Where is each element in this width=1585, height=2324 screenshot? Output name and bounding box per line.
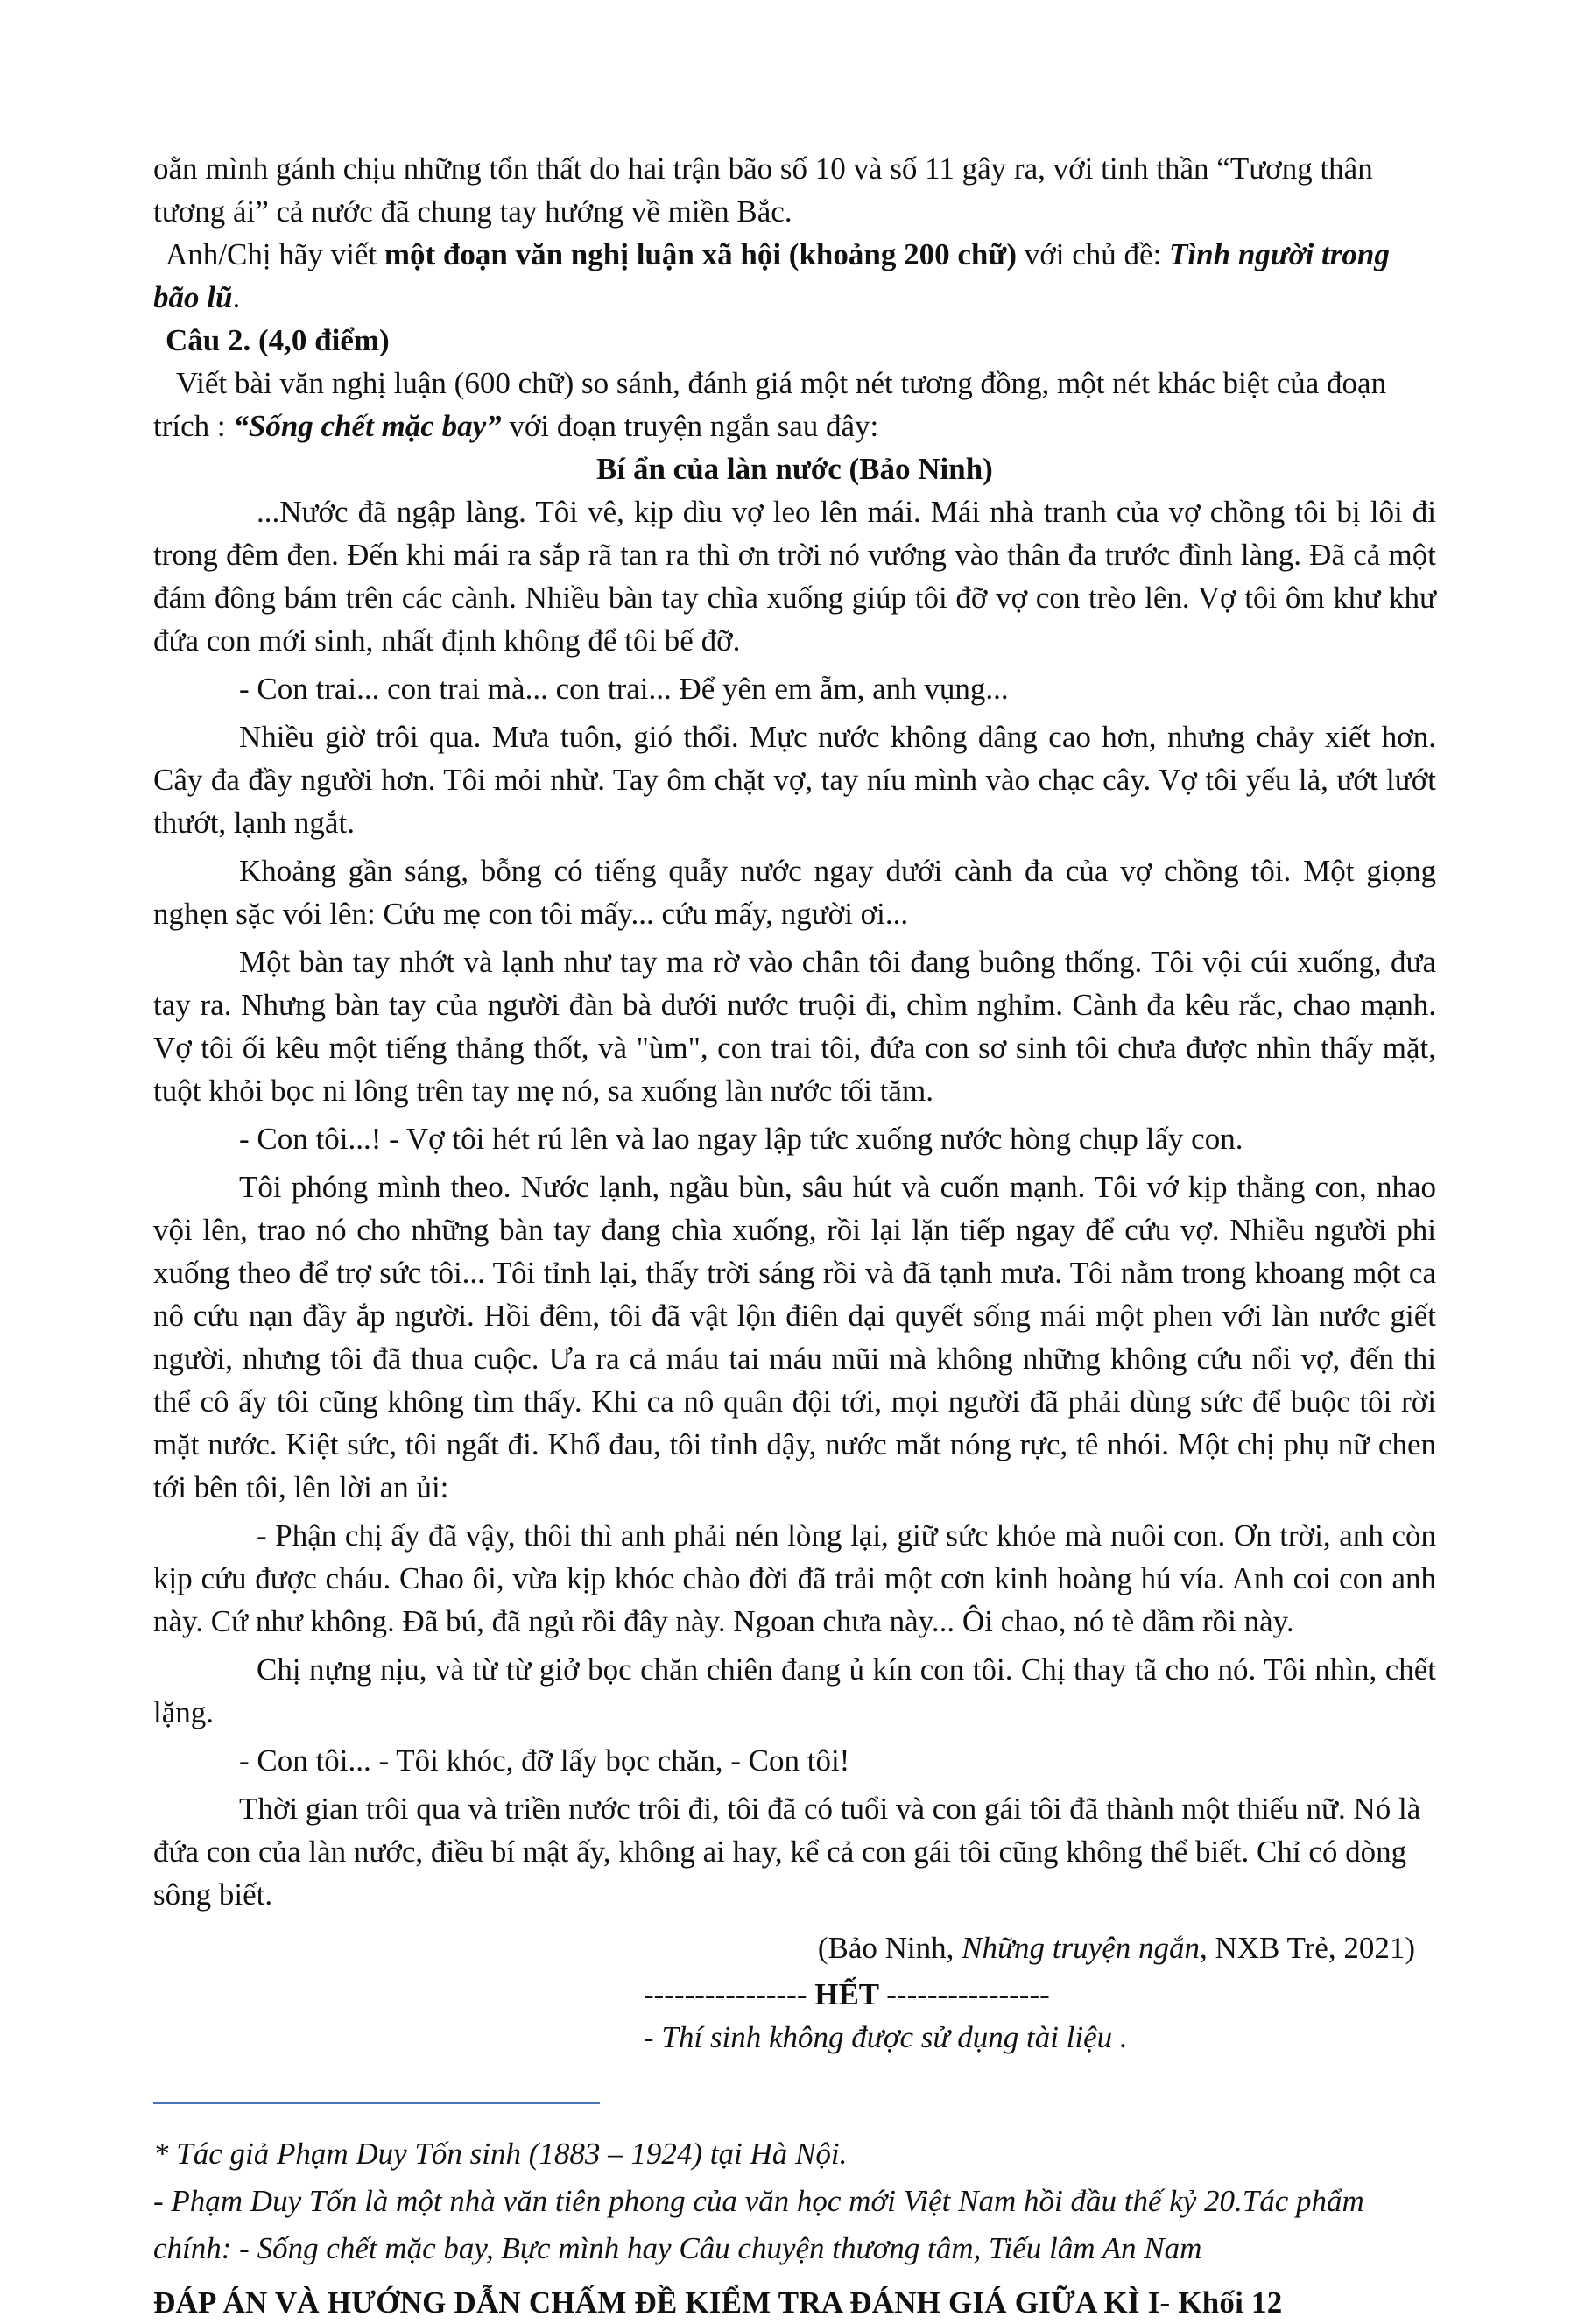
task-connector: với chủ đề:	[1017, 237, 1170, 271]
task-instruction	[153, 233, 1436, 319]
footnote-item: * Tác giả Phạm Duy Tốn sinh (1883 – 1924) tại Hà Nội.	[153, 2137, 848, 2171]
story-paragraph: - Con tôi... - Tôi khóc, đỡ lấy bọc chăn, - Con tôi!	[239, 1743, 850, 1778]
task-prefix: Anh/Chị hãy viết	[166, 237, 384, 271]
prompt-suffix: với đoạn truyện ngắn sau đây:	[501, 409, 879, 443]
story-paragraph: ...Nước đã ngập làng. Tôi vê, kịp dìu vợ leo lên mái. Mái nhà tranh của vợ chồng tôi bị lôi đi trong đêm đen. Đến khi mái ra sắp rã tan ra thì ơn trời nó vướng vào thân đa trước đình làng. Đã cả một đám đông bám trên các cành. Nhiều bàn tay chìa xuống giúp tôi đỡ vợ con trèo lên. Vợ tôi ôm khư khư đứa con mới sinh, nhất định không để tôi bế đỡ.	[153, 495, 1436, 658]
story-paragraph: Tôi phóng mình theo. Nước lạnh, ngầu bùn, sâu hút và cuốn mạnh. Tôi vớ kịp thằng con, nhao vội lên, trao nó cho những bàn tay đang chìa xuống, rồi lại lặn tiếp ngay để cứu vợ. Nhiều người phi xuống theo để trợ sức tôi... Tôi tỉnh lại, thấy trời sáng rồi và đã tạnh mưa. Tôi nằm trong khoang một ca nô cứu nạn đầy ắp người. Hồi đêm, tôi đã vật lộn điên dại quyết sống mái một phen với làn nước giết người, nhưng tôi đã thua cuộc. Ưa ra cả máu tai máu mũi mà không những không cứu nổi vợ, đến thi thể cô ấy tôi cũng không tìm thấy. Khi ca nô quân đội tới, mọi người đã phải dùng sức để buộc tôi rời mặt nước. Kiệt sức, tôi ngất đi. Khổ đau, tôi tỉnh dậy, nước mắt nóng rực, tê nhói. Một chị phụ nữ chen tới bên tôi, lên lời an ủi:	[153, 1170, 1436, 1504]
question-2-prompt	[153, 362, 1436, 447]
footnote-item: - Phạm Duy Tốn là một nhà văn tiên phong của văn học mới Việt Nam hồi đầu thế kỷ 20.Tác phẩm chính: - Sống chết mặc bay, Bực mình hay Câu chuyện thương tâm, Tiếu lâm An Nam	[153, 2184, 1364, 2265]
exam-note: - Thí sinh không được sử dụng tài liệu .	[644, 2020, 1128, 2054]
task-topic: Tình người trong bão lũ	[153, 237, 1390, 314]
story-paragraph: Thời gian trôi qua và triền nước trôi đi, tôi đã có tuổi và con gái tôi đã thành một thiếu nữ. Nó là đứa con của làn nước, điều bí mật ấy, không ai hay, kể cả con gái tôi cũng không thể biết. Chỉ có dòng sông biết.	[153, 1792, 1421, 1912]
end-mark: ---------------- HẾT ----------------	[644, 1977, 1050, 2011]
intro-paragraph	[153, 147, 1436, 233]
footnotes	[153, 2130, 1436, 2272]
source-suffix: , NXB Trẻ, 2021)	[1199, 1931, 1415, 1965]
story-paragraph: - Phận chị ấy đã vậy, thôi thì anh phải nén lòng lại, giữ sức khỏe mà nuôi con. Ơn trời, anh còn kịp cứu được cháu. Chao ôi, vừa kịp khóc chào đời đã trải một cơn kinh hoàng hú vía. Anh coi con anh này. Cứ như không. Đã bú, đã ngủ rồi đây này. Ngoan chưa này... Ôi chao, nó tè dầm rồi này.	[153, 1518, 1436, 1638]
task-requirement: một đoạn văn nghị luận xã hội (khoảng 200 chữ)	[384, 237, 1018, 271]
task-end: .	[232, 280, 241, 314]
story-paragraph: Chị nựng nịu, và từ từ giở bọc chăn chiên đang ủ kín con tôi. Chị thay tã cho nó. Tôi nhìn, chết lặng.	[153, 1652, 1436, 1729]
story-paragraph: Một bàn tay nhớt và lạnh như tay ma rờ vào chân tôi đang buông thống. Tôi vội cúi xuống, đưa tay ra. Nhưng bàn tay của người đàn bà dưới nước truội đi, chìm nghỉm. Cành đa kêu rắc, chao mạnh. Vợ tôi ối kêu một tiếng thảng thốt, và "ùm", con trai tôi, đứa con sơ sinh tôi chưa được nhìn thấy mặt, tuột khỏi bọc ni lông trên tay mẹ nó, sa xuống làn nước tối tăm.	[153, 945, 1436, 1108]
story-paragraph: Khoảng gần sáng, bỗng có tiếng quẫy nước ngay dưới cành đa của vợ chồng tôi. Một giọng nghẹn sặc vói lên: Cứu mẹ con tôi mấy... cứu mấy, người ơi...	[153, 854, 1436, 931]
prompt-work-title: “Sống chết mặc bay”	[233, 409, 502, 443]
answer-heading: ĐÁP ÁN VÀ HƯỚNG DẪN CHẤM ĐỀ KIỂM TRA ĐÁNH GIÁ GIỮA KÌ I- Khối 12	[153, 2285, 1283, 2320]
story-title: Bí ẩn của làn nước (Bảo Ninh)	[596, 452, 993, 486]
story-paragraph: - Con trai... con trai mà... con trai... Để yên em ẵm, anh vụng...	[239, 672, 1009, 706]
story-source	[153, 1926, 1436, 1969]
footnote-divider	[153, 2102, 600, 2104]
story-paragraph: Nhiều giờ trôi qua. Mưa tuôn, gió thổi. Mực nước không dâng cao hơn, nhưng chảy xiết hơn. Cây đa đầy người hơn. Tôi mỏi nhừ. Tay ôm chặt vợ, tay níu mình vào chạc cây. Vợ tôi yếu lả, ướt lướt thướt, lạnh ngắt.	[153, 720, 1436, 840]
source-book-title: Những truyện ngắn	[962, 1931, 1200, 1965]
intro-text: oằn mình gánh chịu những tổn thất do hai trận bão số 10 và số 11 gây ra, với tinh thần “Tương thân tương ái” cả nước đã chung tay hướng về miền Bắc.	[153, 151, 1373, 229]
story-body	[153, 490, 1436, 1916]
story-paragraph: - Con tôi...! - Vợ tôi hét rú lên và lao ngay lập tức xuống nước hòng chụp lấy con.	[239, 1122, 1243, 1156]
prompt-prefix: Viết bài văn nghị luận (600 chữ) so sánh, đánh giá một nét tương đồng, một nét khác biệt của đoạn trích :	[153, 366, 1387, 443]
question-2-heading: Câu 2. (4,0 điểm)	[166, 323, 390, 357]
source-prefix: (Bảo Ninh,	[817, 1931, 962, 1965]
